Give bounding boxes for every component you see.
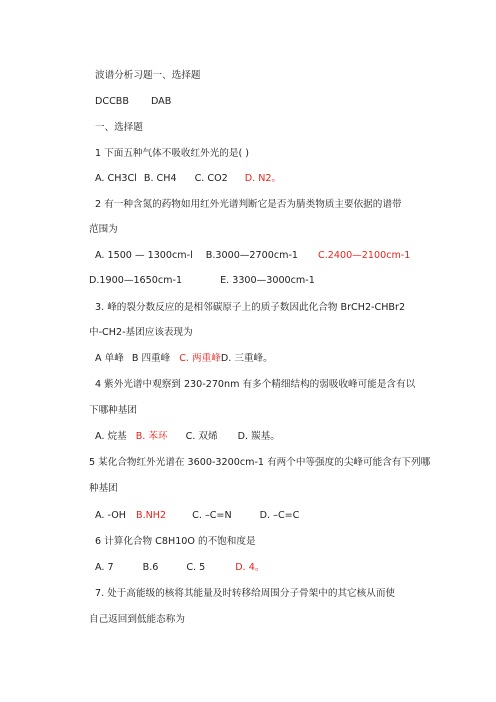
q4-stem-line-1: 4 紫外光谱中观察到 230-270nm 有多个精细结构的弱吸收峰可能是含有以 bbox=[95, 379, 416, 390]
q3-options bbox=[95, 352, 273, 365]
answer-key-group-2: DAB bbox=[150, 96, 172, 107]
q4-option-d: D. 羰基。 bbox=[237, 431, 280, 442]
q4-stem-line-2: 下哪种基团 bbox=[89, 405, 137, 416]
q4-option-a: A. 烷基 bbox=[95, 431, 127, 442]
q2-stem-line-2: 范围为 bbox=[89, 224, 118, 235]
q2-stem-line-1: 2 有一种含氮的药物如用红外光谱判断它是否为腈类物质主要依据的谱带 bbox=[95, 199, 402, 210]
q3-option-a: A 单峰 bbox=[95, 353, 124, 364]
q3-option-c-correct: C. 两重峰 bbox=[179, 353, 221, 364]
q6-option-b: B.6 bbox=[142, 562, 159, 573]
q5-option-c: C. –C=N bbox=[192, 510, 232, 521]
q3-option-b: B 四重峰 bbox=[131, 353, 171, 364]
q2-option-e: E. 3300—3000cm-1 bbox=[220, 275, 315, 286]
q5-option-a: A. -OH bbox=[95, 510, 126, 521]
q3-option-d: D. 三重峰。 bbox=[220, 353, 273, 364]
q5-stem-line-1: 5 某化合物红外光谱在 3600-3200cm-1 有两个中等强度的尖峰可能含有下列哪 bbox=[89, 457, 431, 468]
q2-option-b: B.3000—2700cm-1 bbox=[205, 250, 299, 261]
q5-option-b-correct: B.NH2 bbox=[136, 510, 167, 521]
answer-key-group-1: DCCBB bbox=[95, 96, 129, 107]
q6-stem: 6 计算化合物 C8H10O 的不饱和度是 bbox=[95, 536, 256, 547]
q1-option-d-correct: D. N2。 bbox=[244, 173, 282, 184]
q1-options bbox=[95, 172, 281, 185]
q7-stem-line-2: 自己返回到低能态称为 bbox=[89, 614, 185, 625]
section-heading: 一、选择题 bbox=[95, 122, 143, 133]
q1-option-a: A. CH3Cl bbox=[95, 173, 137, 184]
q6-options bbox=[95, 561, 264, 574]
q6-option-d-correct: D. 4。 bbox=[235, 562, 265, 573]
q1-option-b: B. CH4 bbox=[143, 173, 177, 184]
q5-option-d: D. –C=C bbox=[259, 510, 300, 521]
q2-option-c-correct: C.2400—2100cm-1 bbox=[318, 250, 411, 261]
q4-option-c: C. 双烯 bbox=[185, 431, 218, 442]
answer-key-line bbox=[95, 95, 171, 108]
q2-option-a: A. 1500 — 1300cm-l bbox=[95, 250, 193, 261]
q7-stem-line-1: 7. 处于高能级的核将其能量及时转移给周围分子骨架中的其它核从而使 bbox=[95, 588, 396, 599]
doc-title: 波谱分析习题一、选择题 bbox=[95, 70, 201, 81]
q2-option-d: D.1900—1650cm-1 bbox=[89, 275, 183, 286]
q1-stem: 1 下面五种气体不吸收红外光的是( ) bbox=[95, 148, 250, 159]
q1-option-c: C. CO2 bbox=[194, 173, 228, 184]
q6-option-c: C. 5 bbox=[186, 562, 206, 573]
q2-options-line-1 bbox=[95, 249, 410, 262]
q6-option-a: A. 7 bbox=[95, 562, 114, 573]
q4-option-b-correct: B. 苯环 bbox=[135, 431, 168, 442]
q2-options-line-2 bbox=[89, 274, 315, 287]
q5-options bbox=[95, 509, 299, 522]
q3-stem-line-1: 3. 峰的裂分数反应的是相邻碳原子上的质子数因此化合物 BrCH2-CHBr2 bbox=[95, 302, 406, 313]
q3-stem-line-2: 中-CH2-基团应该表现为 bbox=[89, 327, 193, 338]
q4-options bbox=[95, 430, 280, 443]
q5-stem-line-2: 种基团 bbox=[89, 483, 118, 494]
